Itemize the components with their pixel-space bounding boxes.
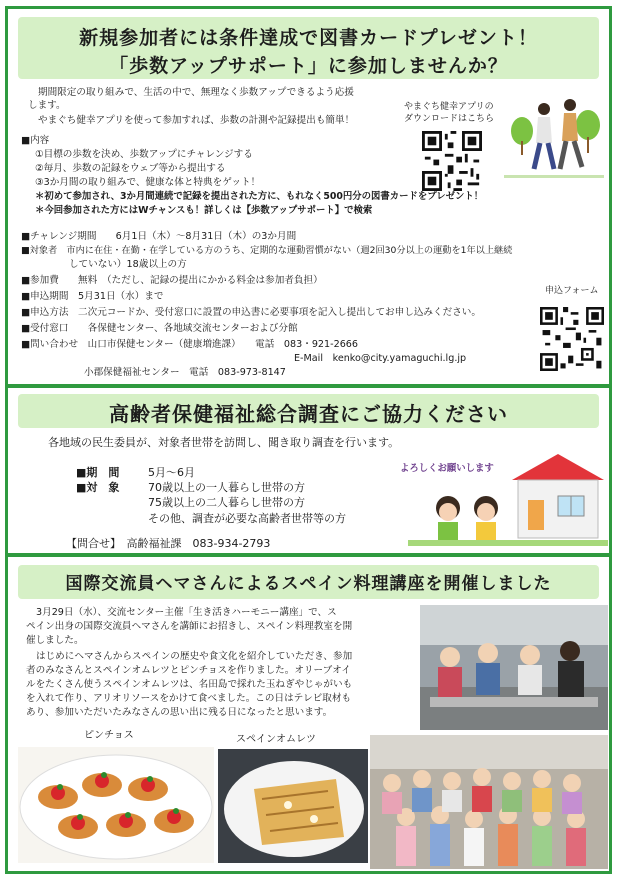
step-item: ①目標の歩数を決め、歩数アップにチャレンジする — [35, 149, 253, 160]
period-label: ■期 間 — [76, 466, 120, 479]
intro-line: 期間限定の取り組みで、生活の中で、無理なく歩数アップできるよう応援 — [38, 87, 354, 98]
photo-caption: ピンチョス — [84, 730, 134, 741]
detail-line: していない）18歳以上の方 — [21, 259, 187, 270]
detail-line: ■問い合わせ 山口市保健センター（健康増進課） 電話 083・921-2666 — [21, 339, 359, 350]
step-item: ③3か月間の取り組みで、健康な体と特典をゲット！ — [35, 177, 261, 188]
photo-caption: スペインオムレツ — [236, 734, 316, 745]
report-paragraph: あり、参加いただいたみなさんの思い出に残る日になったと思います。 — [26, 707, 333, 718]
ogori-contact: 小郡保健福祉センター 電話 083-973-8147 — [84, 367, 286, 378]
target-item: その他、調査が必要な高齢者世帯等の方 — [148, 512, 346, 525]
detail-line: ■受付窓口 各保健センター、各地域交流センターおよび分館 — [21, 323, 298, 334]
target-item: 70歳以上の一人暮らし世帯の方 — [148, 481, 305, 494]
section-title-line1: 新規参加者には条件達成で図書カードプレゼント！ — [79, 27, 538, 49]
app-caption: ダウンロードはこちら — [404, 114, 495, 124]
walking-people-illustration — [504, 95, 604, 185]
prize-note: ＊今回参加された方にはWチャンスも！詳しくは【歩数アップサポート】で検索 — [35, 205, 373, 216]
elderly-survey-section — [5, 385, 612, 556]
contact-line: 【問合せ】 高齢福祉課 083-934-2793 — [66, 537, 271, 550]
spanish-omelet-photo — [218, 749, 368, 863]
report-paragraph: はじめにヘマさんからスペインの歴史や食文化を紹介していただき、参加 — [36, 651, 353, 662]
survey-intro: 各地域の民生委員が、対象者世帯を訪問し、聞き取り調査を行います。 — [48, 436, 400, 449]
section-title: 高齢者保健福祉総合調査にご協力ください — [109, 402, 508, 426]
section-title: 国際交流員ヘマさんによるスペイン料理講座を開催しました — [65, 574, 552, 594]
report-paragraph: を入れて作り、アリオリソースをかけて食べました。この日はテレビ取材も — [26, 693, 352, 704]
report-paragraph: ペイン出身の国際交流員ヘマさんを講師にお招きし、スペイン料理教室を開 — [26, 621, 353, 632]
detail-line: ■対象者 市内に在住・在勤・在学している方のうち、定期的な運動習慣がない（週2回30分以上の運動を1年以上継続 — [21, 245, 513, 256]
step-item: ②毎月、歩数の記録をウェブ等から提出する — [35, 163, 226, 174]
target-label: ■対 象 — [76, 481, 120, 494]
intro-line: します。 — [28, 100, 66, 111]
period-value: 5月～6月 — [148, 466, 195, 479]
prize-note: ＊初めて参加され、3か月間連続で記録を提出された方に、もれなく500円分の図書カードをプレゼント！ — [35, 191, 484, 202]
app-caption: やまぐち健幸アプリの — [404, 102, 494, 112]
detail-line: ■参加費 無料 （ただし、記録の提出にかかる料金は参加者負担） — [21, 275, 323, 286]
section-title-line2: 「歩数アップサポート」に参加しませんか？ — [109, 55, 508, 77]
target-item: 75歳以上の二人暮らし世帯の方 — [148, 496, 305, 509]
spanish-cooking-section — [5, 554, 612, 874]
application-form-qr-code[interactable] — [540, 307, 604, 371]
report-paragraph: 催しました。 — [26, 635, 84, 646]
detail-line: ■申込方法 二次元コードか、受付窓口に設置の申込書に必要事項を記入し提出してお申し込みください。 — [21, 307, 481, 318]
greeting-bubble: よろしくお願いします — [400, 463, 494, 474]
app-qr-code[interactable] — [422, 131, 482, 191]
report-paragraph: 3月29日（水）、交流センター主催「生き活きハーモニー講座」で、ス — [36, 607, 337, 618]
detail-line: ■申込期間 5月31日（水）まで — [21, 291, 164, 302]
step-up-support-section — [5, 6, 612, 387]
pinchos-photo — [18, 747, 214, 863]
house-and-children-illustration — [408, 450, 608, 550]
email-line: E-Mail kenko@city.yamaguchi.lg.jp — [294, 353, 467, 364]
participants-group-photo — [370, 735, 608, 869]
report-paragraph: ルをたくさん使うスペインオムレツは、名田島で採れた玉ねぎやじゃがいも — [26, 679, 353, 690]
cooking-class-photo — [420, 605, 608, 730]
report-paragraph: 者のみなさんとスペインオムレツとピンチョスを作りました。オリーブオイ — [26, 665, 351, 676]
form-label: 申込フォーム — [545, 286, 599, 296]
content-heading: ■内容 — [21, 135, 50, 146]
detail-line: ■チャレンジ期間 6月1日（木）～8月31日（木）の3か月間 — [21, 231, 297, 242]
intro-line: やまぐち健幸アプリを使って参加すれば、歩数の計測や記録提出も簡単！ — [38, 115, 355, 126]
